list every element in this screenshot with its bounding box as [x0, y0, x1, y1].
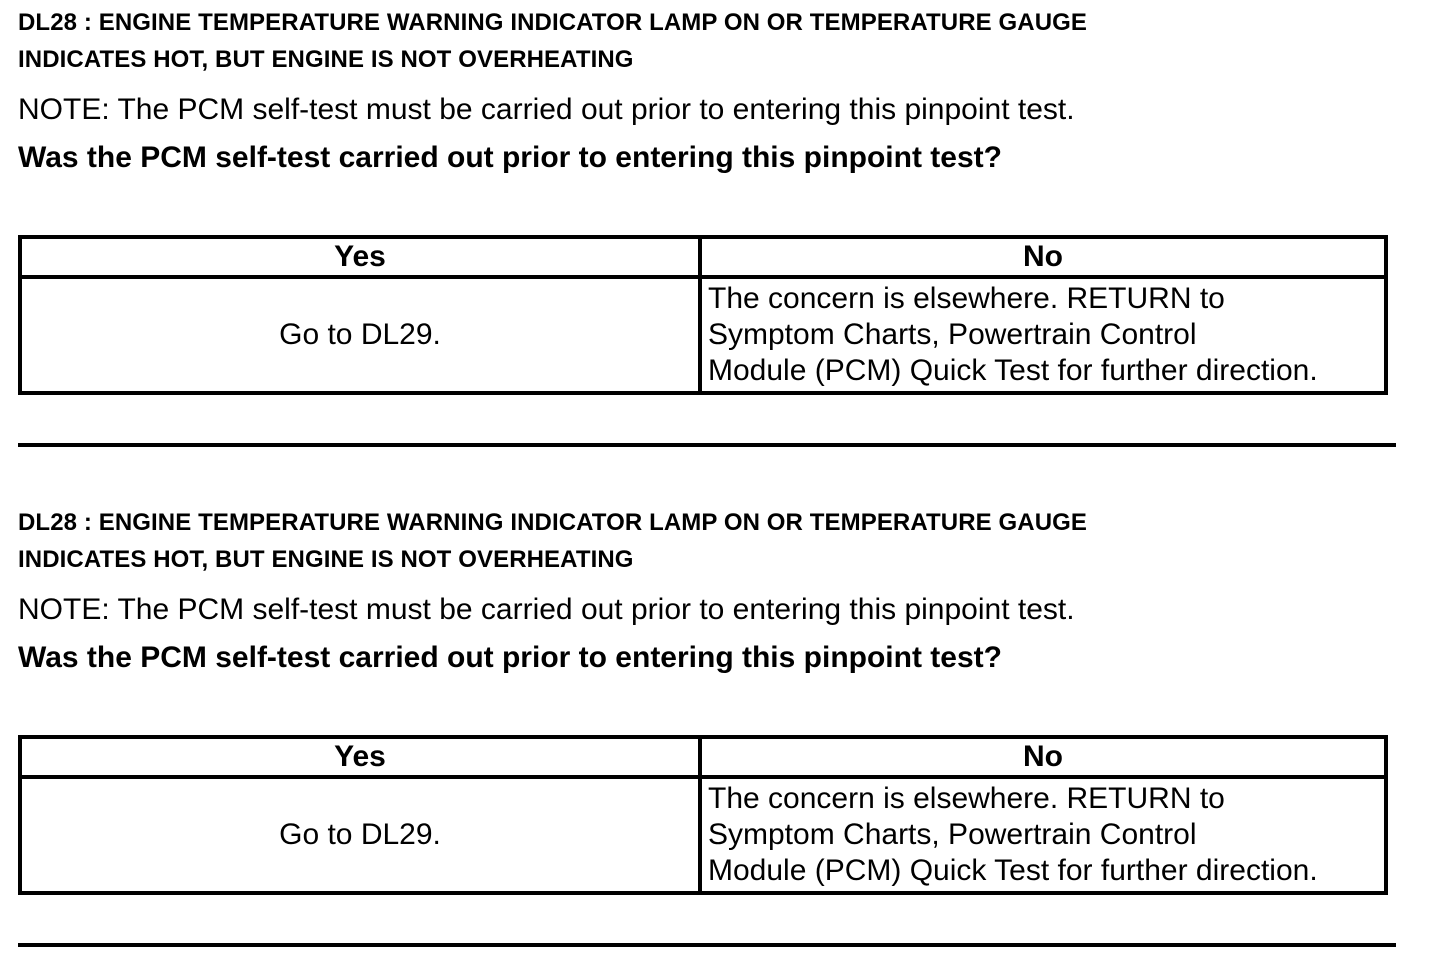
answer-table-row — [20, 277, 1386, 393]
answer-table — [18, 235, 1388, 395]
section-divider — [18, 943, 1396, 947]
answer-table-row — [20, 777, 1386, 893]
no-action-line: The concern is elsewhere. RETURN to — [708, 282, 1225, 315]
no-action-line: The concern is elsewhere. RETURN to — [708, 782, 1225, 815]
no-action-line: Symptom Charts, Powertrain Control — [708, 818, 1197, 851]
no-header: No — [700, 737, 1386, 777]
answer-table — [18, 735, 1388, 895]
test-note: NOTE: The PCM self-test must be carried out prior to entering this pinpoint test. — [18, 593, 1075, 626]
yes-action-cell: Go to DL29. — [20, 777, 700, 893]
no-header: No — [700, 237, 1386, 277]
test-question: Was the PCM self-test carried out prior to entering this pinpoint test? — [18, 141, 1002, 174]
section-divider — [18, 443, 1396, 447]
test-question: Was the PCM self-test carried out prior to entering this pinpoint test? — [18, 641, 1002, 674]
test-title-line-2: INDICATES HOT, BUT ENGINE IS NOT OVERHEATING — [18, 46, 634, 73]
no-action-line: Symptom Charts, Powertrain Control — [708, 318, 1197, 351]
no-action-cell — [700, 777, 1386, 893]
no-action-line: Module (PCM) Quick Test for further direction. — [708, 354, 1318, 387]
answer-table-header-row — [20, 237, 1386, 277]
yes-action-cell: Go to DL29. — [20, 277, 700, 393]
no-action-cell — [700, 277, 1386, 393]
answer-table-header-row — [20, 737, 1386, 777]
test-title-line-1: DL28 : ENGINE TEMPERATURE WARNING INDICATOR LAMP ON OR TEMPERATURE GAUGE — [18, 509, 1088, 536]
yes-header: Yes — [20, 737, 700, 777]
test-note: NOTE: The PCM self-test must be carried out prior to entering this pinpoint test. — [18, 93, 1075, 126]
no-action-line: Module (PCM) Quick Test for further direction. — [708, 854, 1318, 887]
yes-header: Yes — [20, 237, 700, 277]
test-title-line-2: INDICATES HOT, BUT ENGINE IS NOT OVERHEATING — [18, 546, 634, 573]
test-title-line-1: DL28 : ENGINE TEMPERATURE WARNING INDICATOR LAMP ON OR TEMPERATURE GAUGE — [18, 9, 1088, 36]
